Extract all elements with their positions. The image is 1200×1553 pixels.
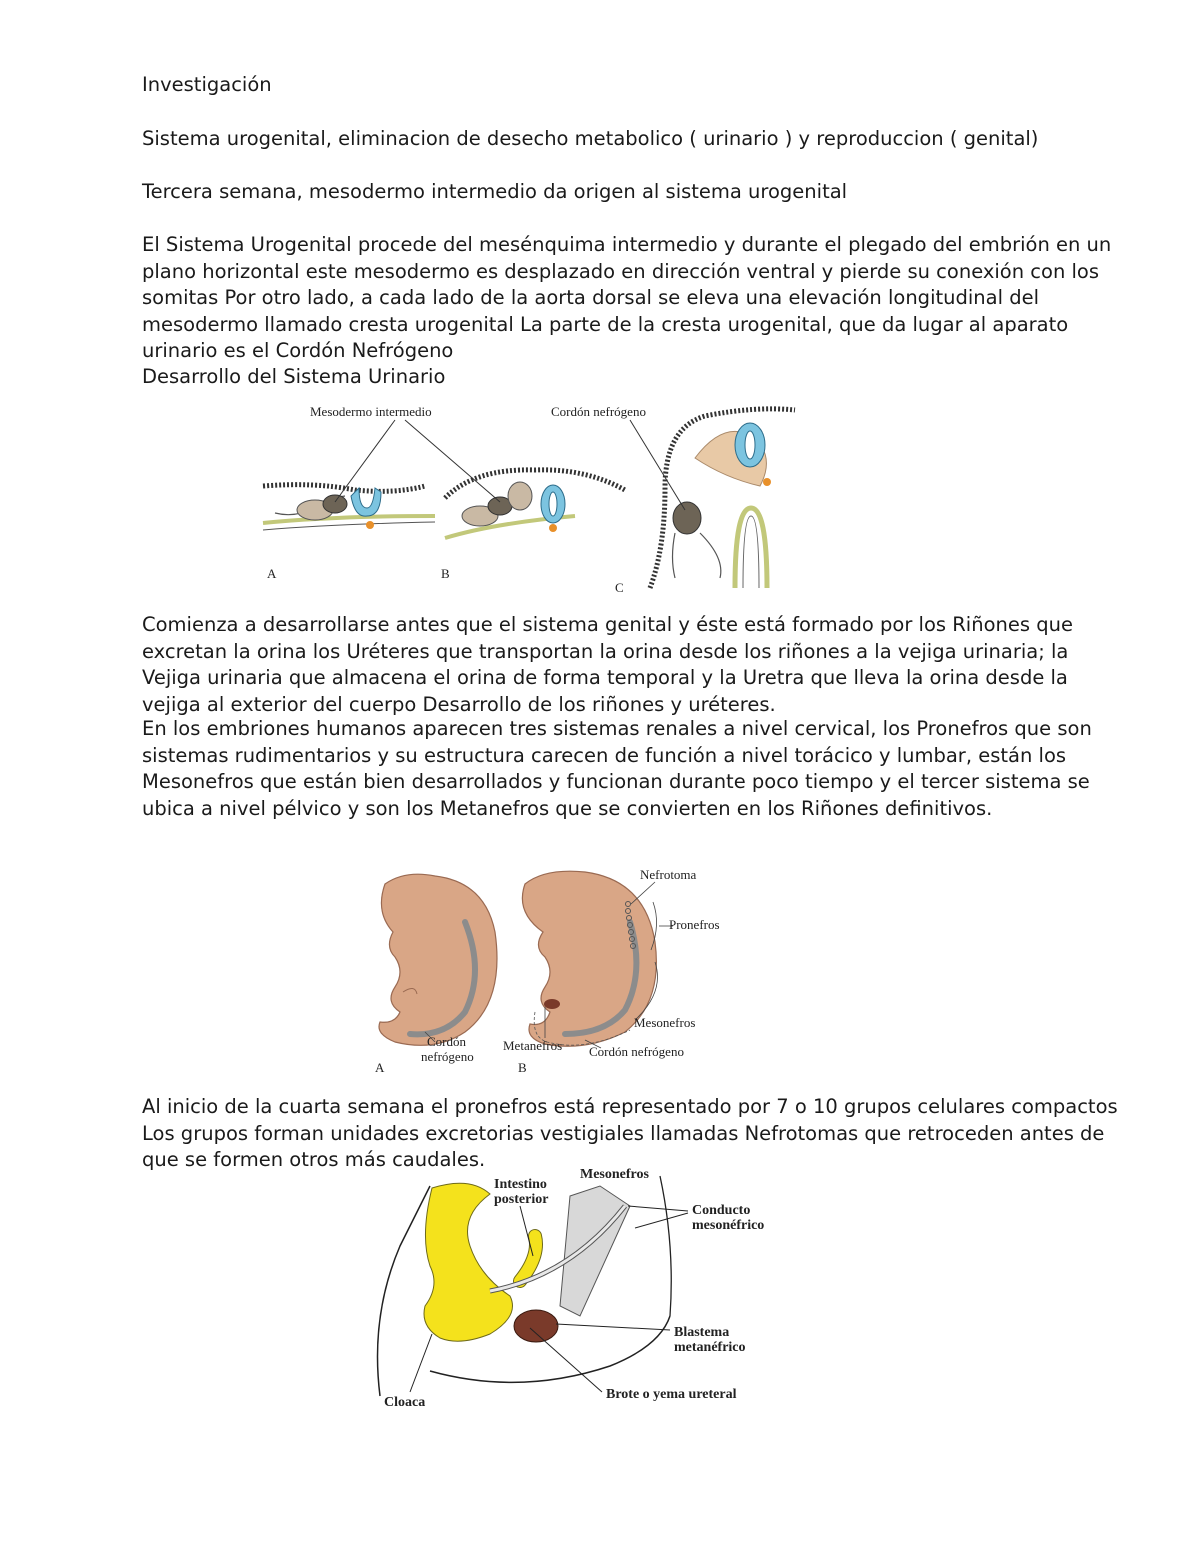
label-blastema-line1: Blastema [674,1325,730,1340]
figure-mesodermo-intermedio [255,398,815,608]
origin-paragraph: El Sistema Urogenital procede del mesénquima intermedio y durante el plegado del embrión en un plano horizontal este mesodermo es desplazado en dirección ventral y pierde su conexión con los somitas Por otro lado, a cada lado de la aorta dorsal se eleva una elevación longitudinal del mesodermo llamado cresta urogenital La parte de la cresta urogenital, que da lugar al aparato urinario es el Cordón Nefrógeno [142,233,1112,362]
week-paragraph: Tercera semana, mesodermo intermedio da origen al sistema urogenital [142,180,848,203]
label-intestino-line2: posterior [494,1192,549,1207]
fourth-week-paragraph: Al inicio de la cuarta semana el pronefros está representado por 7 o 10 grupos celulares compactos Los grupos forman unidades excretorias vestigiales llamadas Nefrotomas que retroceden antes de que se formen otros más caudales. [142,1095,1118,1171]
figure1-label-c: C [615,580,624,595]
figure-pronefros-mesonefros [355,862,745,1082]
section-subtitle: Desarrollo del Sistema Urinario [142,365,446,388]
label-mesonefros-top: Mesonefros [580,1167,649,1182]
label-cordon-a-line1: Cordón [427,1034,466,1049]
kidney-intro-paragraph: Comienza a desarrollarse antes que el sistema genital y éste está formado por los Riñones que excretan la orina los Uréteres que transportan la orina desde los riñones a la vejiga urinaria; la Vejiga urinaria que almacena el orina de forma temporal y la Uretra que lleva la orina desde la vejiga al exterior del cuerpo Desarrollo de los riñones y uréteres. [142,613,1073,716]
label-conducto-line1: Conducto [692,1203,751,1218]
label-nefrotoma: Nefrotoma [640,867,697,882]
label-conducto-line2: mesonéfrico [692,1218,765,1233]
label-intestino-line1: Intestino [494,1177,547,1192]
figure2-label-b: B [518,1060,527,1075]
label-metanefros: Metanefros [503,1038,563,1053]
figure1-panel-a [263,485,435,530]
label-cordon-b: Cordón nefrógeno [589,1044,684,1059]
label-blastema-line2: metanéfrico [674,1340,746,1355]
label-cordon-a-line2: nefrógeno [421,1049,474,1064]
label-mesodermo-intermedio: Mesodermo intermedio [310,404,432,419]
figure-brote-ureteral [370,1166,790,1416]
figure1-label-a: A [267,566,277,581]
label-cordon-nefrogeno: Cordón nefrógeno [551,404,646,419]
figure3-embryo [378,1176,672,1396]
intro-paragraph: Sistema urogenital, eliminacion de desecho metabolico ( urinario ) y reproduccion ( genital) [142,127,1039,150]
figure1-panel-b [445,470,625,538]
figure1-panel-c [650,409,795,588]
page-heading: Investigación [142,73,272,96]
renal-systems-paragraph: En los embriones humanos aparecen tres sistemas renales a nivel cervical, los Pronefros que son sistemas rudimentarios y su estructura carecen de función a nivel torácico y lumbar, están los Mesonefros que están bien desarrollados y funcionan durante poco tiempo y el tercer sistema se ubica a nivel pélvico y son los Metanefros que se convierten en los Riñones definitivos. [142,717,1092,820]
label-pronefros: Pronefros [669,917,720,932]
label-brote-ureteral: Brote o yema ureteral [606,1387,737,1402]
label-cloaca: Cloaca [384,1395,426,1410]
figure1-label-b: B [441,566,450,581]
label-mesonefros: Mesonefros [634,1015,696,1030]
figure2-embryo-a [379,874,497,1045]
figure2-label-a: A [375,1060,385,1075]
